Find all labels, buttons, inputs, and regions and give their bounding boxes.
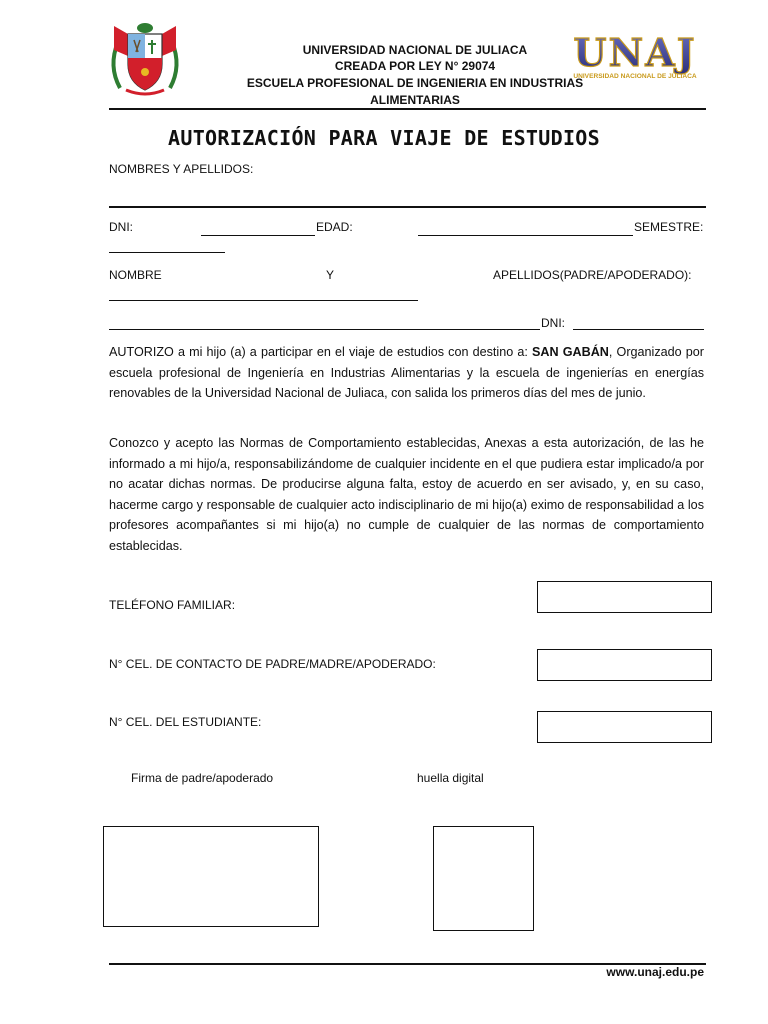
university-name: UNIVERSIDAD NACIONAL DE JULIACA	[302, 43, 528, 57]
label-nombre: NOMBRE	[109, 268, 162, 282]
peru-coat-of-arms-icon	[104, 16, 186, 98]
authorization-paragraph	[109, 342, 704, 404]
label-firma: Firma de padre/apoderado	[131, 771, 274, 785]
padre-line-2	[109, 329, 540, 330]
destination: SAN GABÁN	[532, 345, 609, 359]
paragraph1-text-a: AUTORIZO a mi hijo (a) a participar en el viaje de estudios con destino a:	[109, 345, 532, 359]
semestre-line	[109, 252, 225, 253]
cel-padre-field[interactable]	[537, 649, 712, 681]
nombres-line	[109, 206, 706, 208]
label-cel-estudiante: N° CEL. DEL ESTUDIANTE:	[109, 715, 262, 729]
dni-line	[201, 235, 315, 236]
footer-website[interactable]: www.unaj.edu.pe	[606, 965, 704, 979]
label-semestre: SEMESTRE:	[634, 220, 704, 234]
school-name-cont: ALIMENTARIAS	[370, 93, 460, 107]
cel-estudiante-field[interactable]	[537, 711, 712, 743]
dni-padre-line	[573, 329, 704, 330]
logo-text: UNAJ	[573, 30, 697, 75]
header-divider	[109, 108, 706, 110]
label-cel-padre: N° CEL. DE CONTACTO DE PADRE/MADRE/APODERADO:	[109, 657, 436, 671]
label-apellidos-padre: APELLIDOS(PADRE/APODERADO):	[493, 268, 692, 282]
padre-line	[109, 300, 418, 301]
school-name: ESCUELA PROFESIONAL DE INGENIERIA EN INDUSTRIAS	[246, 76, 584, 90]
label-dni-padre: DNI:	[541, 316, 565, 330]
label-dni: DNI:	[109, 220, 133, 234]
label-y: Y	[326, 268, 335, 282]
signature-box[interactable]	[103, 826, 319, 927]
label-nombres: NOMBRES Y APELLIDOS:	[109, 162, 254, 176]
logo-subtext: UNIVERSIDAD NACIONAL DE JULIACA	[573, 73, 697, 80]
edad-line	[418, 235, 633, 236]
unaj-logo	[558, 30, 712, 82]
label-huella: huella digital	[417, 771, 484, 785]
paragraph1-text-b: , Organizado por escuela profesional de Ingeniería en Industrias Alimentarias y la escuela de ingenierías en energías renovables de la Universidad Nacional de Juliaca, con salida los primeros días del mes de junio.	[109, 345, 704, 400]
norms-paragraph: Conozco y acepto las Normas de Comportamiento establecidas, Anexas a esta autorización, de las he informado a mi hijo/a, responsabilizándome de cualquier incidente en el que pudiera estar implicado/a por no acatar dichas normas. De producirse alguna falta, estoy de acuerdo en ser avisado, y, en su caso, hacerme cargo y responsable de cualquier acto indisciplinario de mi hijo(a) eximo de responsabilidad a los profesores acompañantes si mi hijo(a) no cumple de cualquier de las normas de comportamiento establecidas.	[109, 436, 704, 553]
telefono-field[interactable]	[537, 581, 712, 613]
label-telefono: TELÉFONO FAMILIAR:	[109, 598, 236, 612]
creation-law: CREADA POR LEY N° 29074	[334, 59, 496, 73]
label-edad: EDAD:	[316, 220, 353, 234]
document-title: AUTORIZACIÓN PARA VIAJE DE ESTUDIOS	[168, 126, 600, 150]
fingerprint-box[interactable]	[433, 826, 534, 931]
